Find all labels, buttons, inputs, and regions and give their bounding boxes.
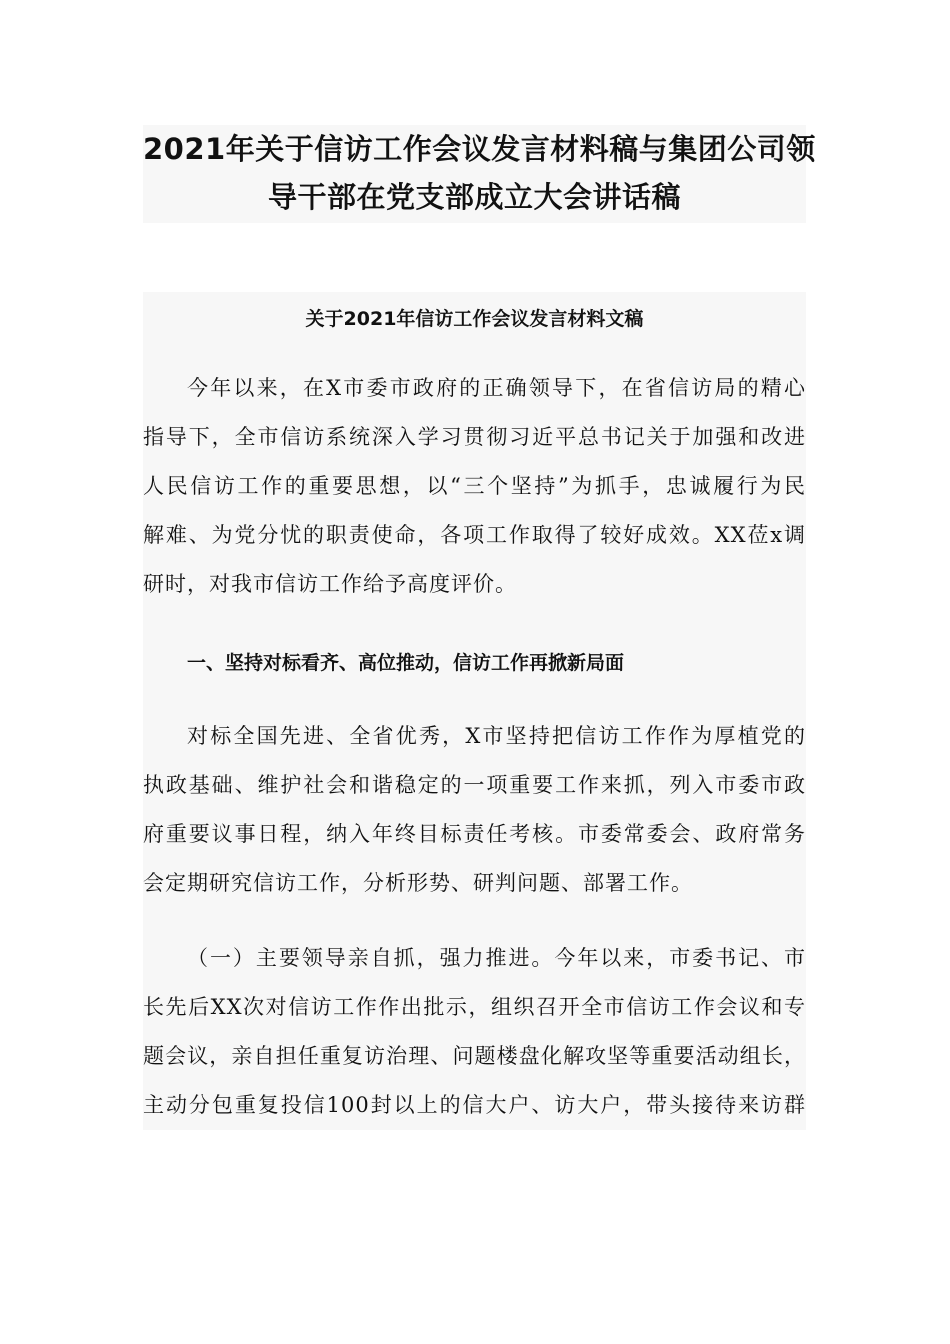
paragraph-line: 对标全国先进、全省优秀，X市坚持把信访工作作为厚植党的: [187, 724, 806, 748]
paragraph-benchmark: [143, 712, 806, 908]
paragraph-line: 指导下，全市信访系统深入学习贯彻习近平总书记关于加强和改进: [143, 425, 806, 449]
section-heading-1: 一、坚持对标看齐、高位推动，信访工作再掀新局面: [187, 652, 625, 674]
paragraph-line: （一）主要领导亲自抓，强力推进。今年以来，市委书记、市: [187, 946, 806, 970]
paragraph-line: 会定期研究信访工作，分析形势、研判问题、部署工作。: [143, 871, 693, 895]
document-title: [143, 125, 816, 223]
paragraph-line: 今年以来，在X市委市政府的正确领导下，在省信访局的精心: [187, 376, 806, 400]
title-line-2: 导干部在党支部成立大会讲话稿: [267, 180, 681, 214]
paragraph-line: 人民信访工作的重要思想，以“三个坚持”为抓手，忠诚履行为民: [143, 474, 806, 498]
paragraph-line: 执政基础、维护社会和谐稳定的一项重要工作来抓，列入市委市政: [143, 773, 806, 797]
paragraph-line: 题会议，亲自担任重复访治理、问题楼盘化解攻坚等重要活动组长，: [143, 1044, 806, 1068]
paragraph-line: 主动分包重复投信100封以上的信大户、访大户，带头接待来访群: [143, 1093, 806, 1117]
paragraph-line: 长先后XX次对信访工作作出批示，组织召开全市信访工作会议和专: [143, 995, 806, 1019]
paragraph-line: 解难、为党分忧的职责使命，各项工作取得了较好成效。XX莅x调: [143, 523, 806, 547]
paragraph-leadership: [143, 934, 806, 1130]
paragraph-line: 研时，对我市信访工作给予高度评价。: [143, 572, 517, 596]
paragraph-intro: [143, 364, 806, 609]
section-subtitle: 关于2021年信访工作会议发言材料文稿: [305, 308, 644, 330]
title-line-1: 2021年关于信访工作会议发言材料稿与集团公司领: [143, 132, 816, 166]
paragraph-line: 府重要议事日程，纳入年终目标责任考核。市委常委会、政府常务: [143, 822, 806, 846]
document-body: [143, 292, 806, 1130]
